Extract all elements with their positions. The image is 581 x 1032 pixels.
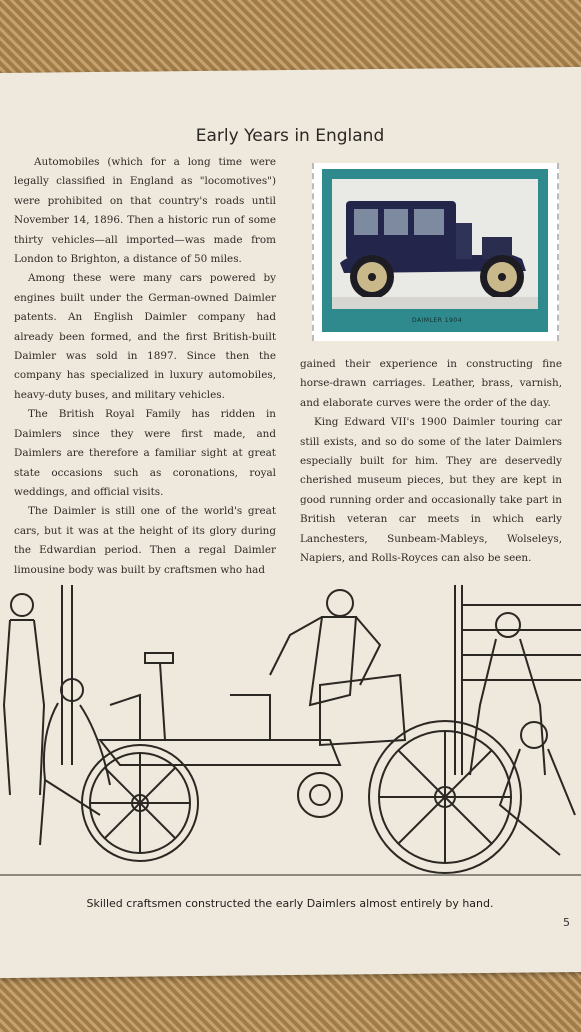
paragraph: Among these were many cars powered by engines built under the German-owned Daimler patents. An English Daimler company had already been formed, and the first British-built Daimler was sold in 1897. Since then the company has specialized in luxury automobiles, heavy-duty buses, and military vehicles.	[14, 272, 276, 401]
paragraph: Automobiles (which for a long time were legally classified in England as "locomotives") were prohibited on that country's roads until November 14, 1896. Then a historic run of some thirty vehicles—all imported—was made from London to Brighton, a distance of 50 miles.	[14, 156, 276, 266]
craftsmen-line-illustration	[0, 575, 581, 885]
paragraph: gained their experience in constructing fine horse-drawn carriages. Leather, brass, varnish, and elaborate curves were the order of the day.	[300, 358, 562, 409]
page-number: 5	[563, 916, 570, 929]
illustration-caption: Skilled craftsmen constructed the early Daimlers almost entirely by hand.	[86, 897, 494, 910]
postage-stamp	[312, 163, 559, 341]
stamp-car-picture	[332, 179, 538, 309]
daimler-car-illustration	[332, 179, 538, 309]
paragraph: The Daimler is still one of the world's great cars, but it was at the height of its glory during the Edwardian period. Then a regal Daimler limousine body was built by craftsmen who had	[14, 505, 276, 576]
paragraph: The British Royal Family has ridden in Daimlers since they were first made, and Daimlers are therefore a familiar sight at great state occasions such as coronations, royal weddings, and official visits.	[14, 408, 276, 498]
left-text-column	[14, 153, 276, 580]
paragraph: King Edward VII's 1900 Daimler touring car still exists, and so do some of the later Daimlers especially built for him. They are deservedly cherished museum pieces, but they are kept in good running order and occasionally take part in British veteran car meets in which early Lanchesters, Sunbeam-Mableys, Wolseleys, Napiers, and Rolls-Royces can also be seen.	[300, 416, 562, 565]
stamp-frame	[322, 169, 548, 332]
right-text-column	[300, 355, 562, 568]
stamp-label: DAIMLER 1904	[412, 317, 463, 324]
page-title: Early Years in England	[195, 126, 385, 146]
